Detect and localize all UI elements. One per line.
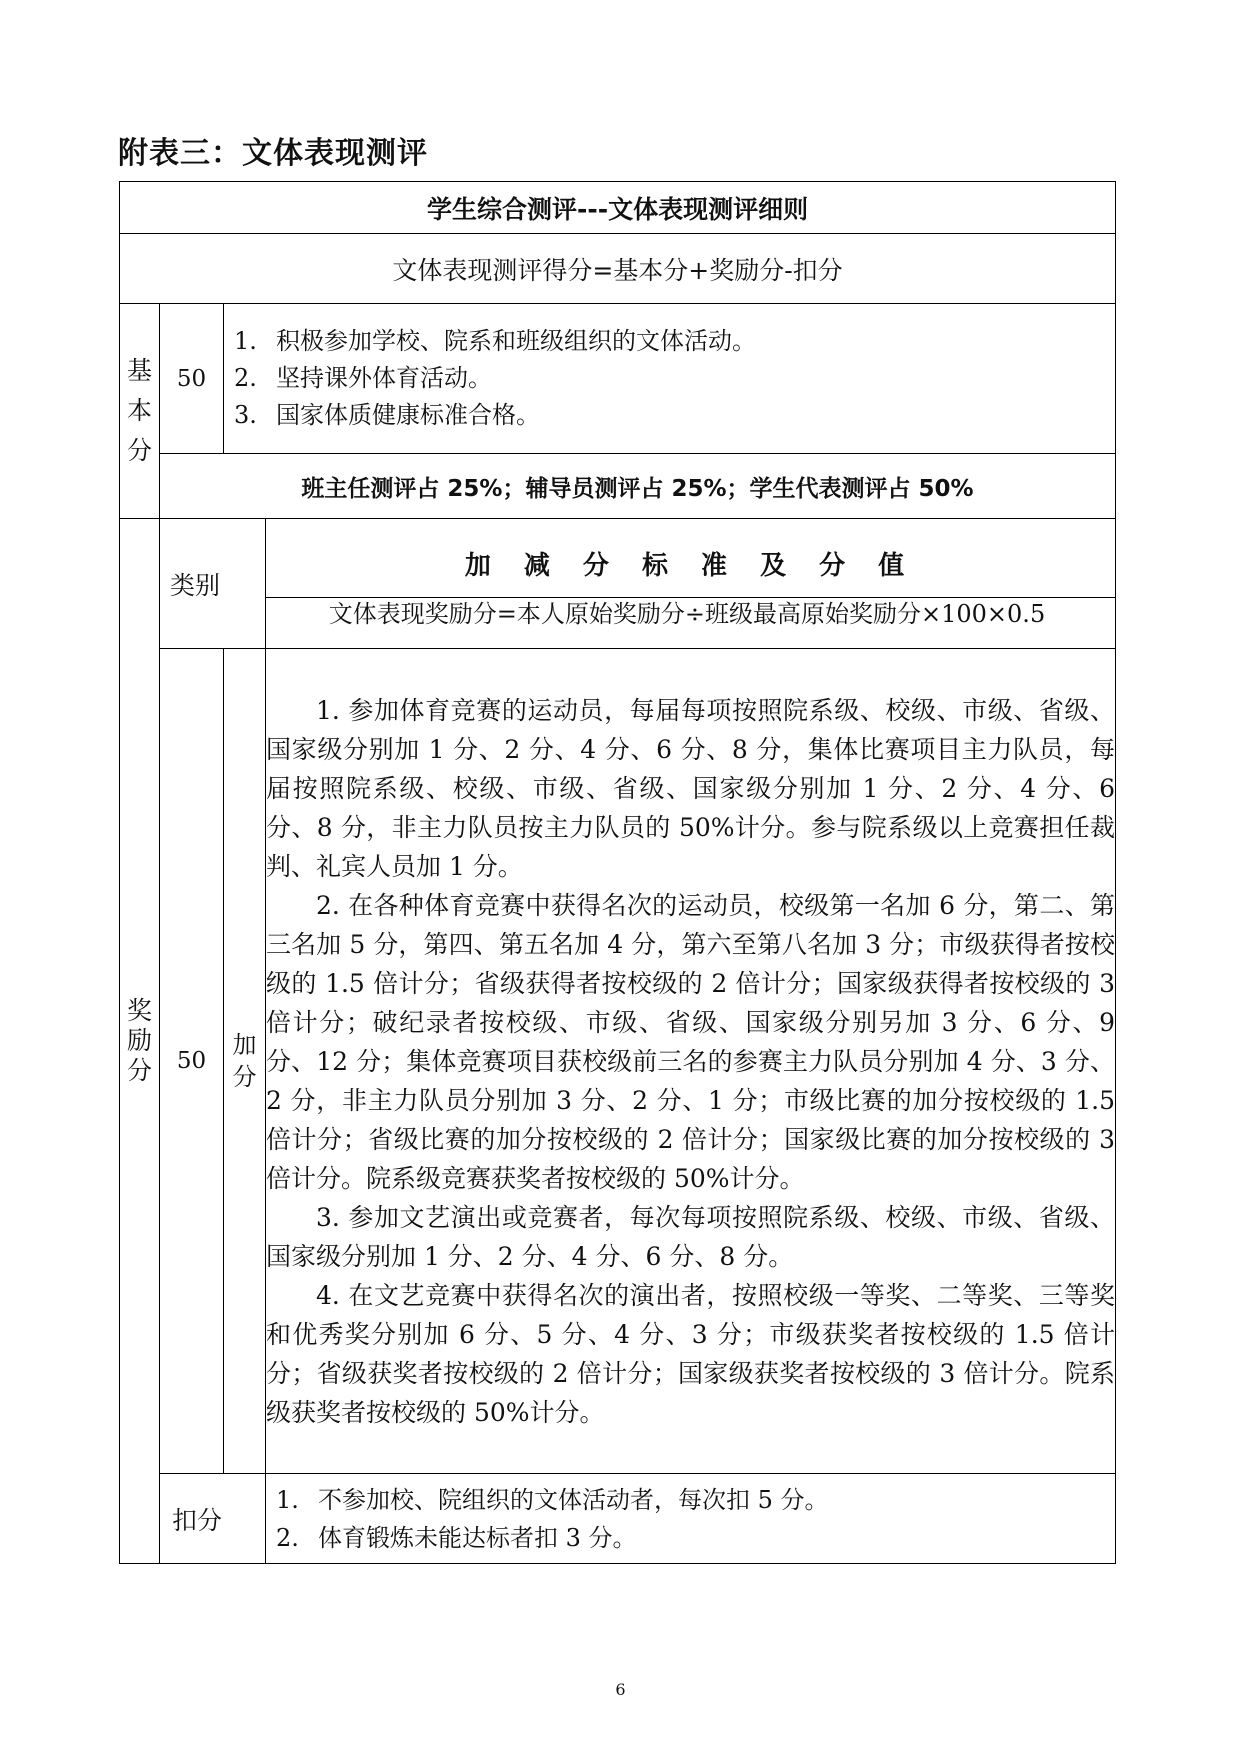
list-item: 1. 积极参加学校、院系和班级组织的文体活动。 <box>234 327 756 355</box>
evaluation-weights: 班主任测评占 25%；辅导员测评占 25%；学生代表测评占 50% <box>160 454 1116 519</box>
add-score-label: 加 分 <box>224 649 266 1474</box>
page-number: 6 <box>615 1680 626 1699</box>
basic-items-cell <box>224 304 1116 454</box>
list-item: 2. 体育锻炼未能达标者扣 3 分。 <box>276 1523 637 1552</box>
page-heading: 附表三：文体表现测评 <box>118 136 428 171</box>
deduct-items-cell <box>266 1474 1116 1564</box>
table-title: 学生综合测评---文体表现测评细则 <box>120 182 1116 234</box>
reward-formula: 文体表现奖励分=本人原始奖励分÷班级最高原始奖励分×100×0.5 <box>328 600 1046 628</box>
add-score-rules <box>266 649 1116 1474</box>
deduct-items-list <box>266 1481 1115 1557</box>
list-item: 2. 坚持课外体育活动。 <box>234 364 492 392</box>
standard-cell <box>266 519 1116 649</box>
reward-score-label: 奖 励 分 <box>120 519 160 1564</box>
rule-paragraph: 1. 参加体育竞赛的运动员，每届每项按照院系级、校级、市级、省级、国家级分别加 1 分、2 分、4 分、6 分、8 分，集体比赛项目主力队员，每届按照院系级、校级、市级、省级、国家级分别加 1 分、2 分、4 分、6 分、8 分，非主力队员按主力队员的 50%计分。参与院系级以上竞赛担任裁判、礼宾人员加 1 分。 <box>266 695 1116 881</box>
rule-paragraph: 2. 在各种体育竞赛中获得名次的运动员，校级第一名加 6 分，第二、第三名加 5 分，第四、第五名加 4 分，第六至第八名加 3 分；市级获得者按校级的 1.5 倍计分；省级获得者按校级的 2 倍计分；国家级获得者按校级的 3 倍计分；破纪录者按校级、市级、省级、国家级分别另加 3 分、6 分、9 分、12 分；集体竞赛项目获校级前三名的参赛主力队员分别加 4 分、3 分、2 分，非主力队员分别加 3 分、2 分、1 分；市级比赛的加分按校级的 1.5 倍计分；省级比赛的加分按校级的 2 倍计分；国家级比赛的加分按校级的 3 倍计分。院系级竞赛获奖者按校级的 50%计分。 <box>266 890 1116 1193</box>
list-item: 3. 国家体质健康标准合格。 <box>234 401 540 429</box>
reward-score-value: 50 <box>160 649 224 1474</box>
basic-score-value: 50 <box>160 304 224 454</box>
category-label: 类别 <box>160 519 266 649</box>
standard-header: 加 减 分 标 准 及 分 值 <box>266 535 1115 598</box>
deduct-label: 扣分 <box>160 1474 266 1564</box>
list-item: 1. 不参加校、院组织的文体活动者，每次扣 5 分。 <box>276 1485 829 1514</box>
basic-items-list <box>224 323 1115 434</box>
rule-paragraph: 3. 参加文艺演出或竞赛者，每次每项按照院系级、校级、市级、省级、国家级分别加 1 分、2 分、4 分、6 分、8 分。 <box>266 1202 1116 1271</box>
basic-score-label: 基 本 分 <box>120 304 160 519</box>
score-formula: 文体表现测评得分=基本分+奖励分-扣分 <box>120 234 1116 304</box>
rule-paragraph: 4. 在文艺竞赛中获得名次的演出者，按照校级一等奖、二等奖、三等奖和优秀奖分别加 6 分、5 分、4 分、3 分；市级获奖者按校级的 1.5 倍计分；省级获奖者按校级的 2 倍计分；国家级获奖者按校级的 3 倍计分。院系级获奖者按校级的 50%计分。 <box>266 1280 1116 1427</box>
evaluation-table <box>119 181 1116 1564</box>
